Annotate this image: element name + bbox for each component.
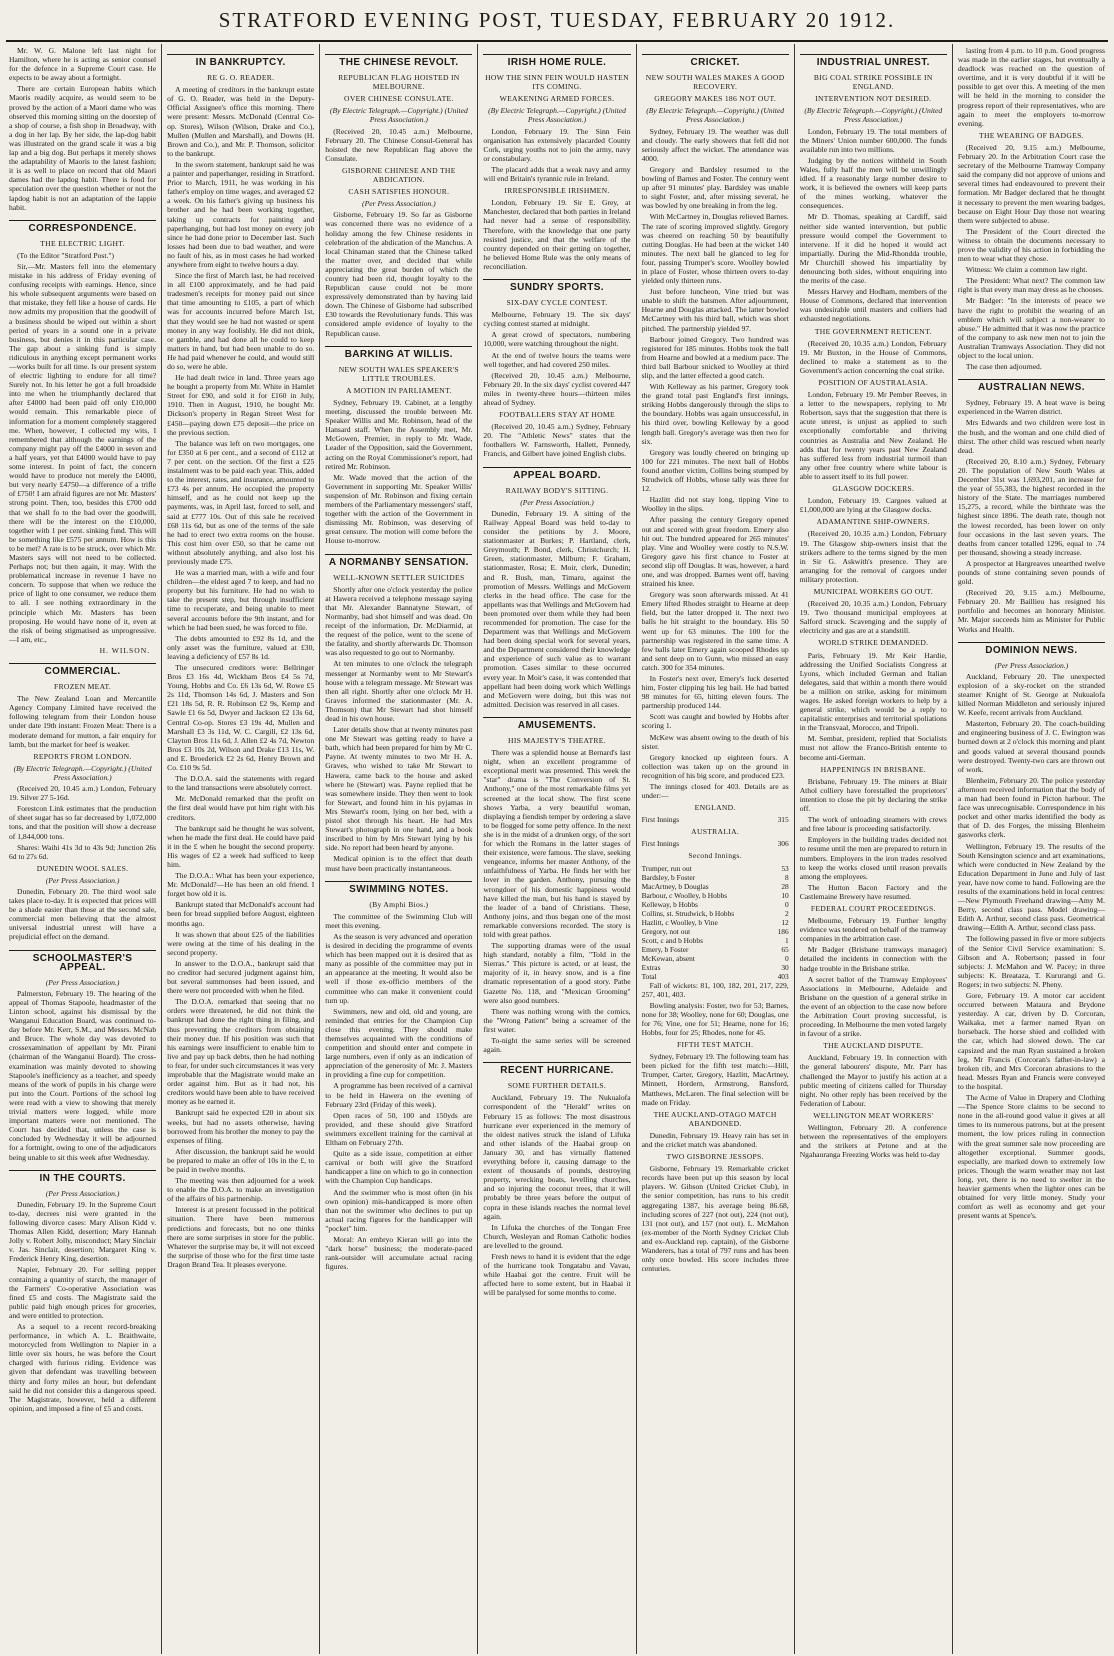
article-paragraph: Mr. McDonald remarked that the profit on the first deal would have put him right with his creditors. bbox=[167, 794, 315, 822]
scorecard-batsman: Bardsley, b Foster bbox=[641, 872, 696, 882]
article-paragraph: After discussion, the bankrupt said he would be prepared to make an offer of 10s in the £, to be paid in twelve months. bbox=[167, 1146, 315, 1174]
article-heading: INDUSTRIAL UNREST. bbox=[800, 54, 947, 70]
scorecard-runs: 28 bbox=[781, 881, 789, 891]
article-paragraph: Barbour joined Gregory. Two hundred was registered for 185 minutes. Hobbs took the ball from Hearne and bowled at a medium pace. The third ball Barbour snicked to Woolley at third slip, and the latter effected a good catch. bbox=[641, 334, 789, 380]
article-paragraph: At ten minutes to one o'clock the telegraph messenger at Normanby went to Mr Stewart's house with a telegram message. Mr Stewart was then all right. Shortly after one o'clock Mr H. Graves informed the stationmaster (Mr. A. Thomson) that Mr Stewart had shot himself dead in his own house. bbox=[325, 659, 473, 723]
article-paragraph: At the end of twelve hours the teams were well together, and had covered 250 miles. bbox=[483, 350, 631, 369]
scorecard-row bbox=[642, 927, 789, 936]
article-paragraph: Sydney, February 19. Cabinet, at a lengthy meeting, discussed the trouble between Mr. Speaker Willis and Mr. Robinson, head of the Hansard staff. When the Assembly met, Mr. McGowen, Premier, in reply to Mr. Wade, Leader of the Opposition, said the Government, acting on the Royal Commissioner's report, had retired Mr. Robinson. bbox=[325, 398, 473, 471]
article-subheading: NEW SOUTH WALES MAKES A GOOD RECOVERY. bbox=[645, 73, 785, 92]
article-subheading: RE G. O. READER. bbox=[207, 73, 275, 83]
article-paragraph: Gisborne, February 19. Remarkable cricket records have been put up this season by local players. W. Gibson (United Cricket Club), in the senior competition, has runs to his credit aggregating 1387, his average being 86.68, including scores of 227 (not out), 224 (not out), 131 (not out), and 157 (not out). L. McMahon (ex-member of the North Sydney Cricket Club and ex-Auckland rep. captain), of the Gisborne Wanderers, has a total of 797 runs and has been only once bowled. His score includes three centuries. bbox=[641, 1164, 789, 1274]
article-paragraph: The bankrupt said he thought he was solvent, when he made the first deal. He could have paid it in the £ when he bought the second property. His wages of £2 a week had sufficed to keep him. bbox=[167, 823, 315, 869]
article-subheading: WELLINGTON MEAT WORKERS' bbox=[813, 1110, 934, 1120]
news-source-line: (Per Press Association.) bbox=[520, 497, 594, 507]
article-paragraph: As a sequel to a recent record-breaking performance, in which A. L. Braithwaite, motorcycled from Wellington to Napier in a little over six hours, he was before the Court charged with furious riding. Evidence was given that defendant was travelling between thirty and forty miles an hour, but defendant said he did not consider this a dangerous speed. The Magistrate, however, held a different opinion, and imposed a fine of £5 and costs. bbox=[9, 1322, 157, 1413]
article-paragraph: Since the first of March last, he had received in all £100 approximately, and he had paid tradesmen's receipts for money paid out since that time amounting to £105, a part of which was for accounts incurred before March 1st, that they would see he had not wasted or spent money in any way foolishly. He did not drink, or gamble, and had done all he could to keep matters in hand, but had been unable to do so. He had paid whenever he could, and would still do so, were he able. bbox=[167, 271, 315, 371]
article-paragraph: (Received 20, 10.35 a.m.) London, February 19. The Glasgow ship-owners insist that the strikers adhere to the terms signed by the men in Sir G. Askwith's presence. They are arranging for the removal of cargoes under military protection. bbox=[799, 529, 947, 584]
article-heading: THE CHINESE REVOLT. bbox=[325, 54, 472, 70]
article-subheading: WELL-KNOWN SETTLER SUICIDES bbox=[333, 572, 465, 582]
article-subheading: DUNEDIN WOOL SALES. bbox=[36, 863, 129, 873]
article-paragraph: In the sworn statement, bankrupt said he was a painter and paperhanger, residing in Stratford. Prior to March, 1911, he was working in his father's employ on time wages, and averaged £2 a week. On his father's giving up business his brother and he had been working together, taking up contracts for painting and paperhanging, but had lost money on every job since he had done prior to December last. Such losses had been due to bad weather, and were no fault of his, as in most cases he had worked anywhere from eight to twelve hours a day. bbox=[167, 159, 315, 269]
article-paragraph: The committee of the Swimming Club will meet this evening. bbox=[325, 911, 473, 930]
scorecard-row bbox=[642, 873, 789, 882]
article-subheading: MUNICIPAL WORKERS GO OUT. bbox=[813, 586, 933, 596]
news-source-line: (Per Press Association.) bbox=[45, 1188, 120, 1198]
scorecard-row bbox=[642, 972, 789, 981]
article-paragraph: Gregory was loudly cheered on bringing up 100 for 221 minutes. The next ball of Hobbs found another victim, Collins being stumped by Strudwick off Hobbs, whose tally was three for 12. bbox=[641, 447, 789, 494]
article-heading: CRICKET. bbox=[642, 54, 789, 70]
scorecard-runs: 65 bbox=[781, 944, 789, 954]
news-source-line: (By Electric Telegraph.—Copyright.) (United Press Association.) bbox=[646, 106, 785, 125]
article-heading: CORRESPONDENCE. bbox=[9, 220, 156, 236]
article-heading: RECENT HURRICANE. bbox=[483, 1062, 630, 1078]
scorecard-runs: 8 bbox=[785, 872, 789, 882]
article-paragraph: Sir,—Mr. Masters fell into the elementary mistake in his address of Friday evening of confusing receipts with earnings. Hence, since his whole subsequent arguments were based on that mistake, they fell like a house of cards. He now admits my proposition that the goodwill of a business should be wiped out within a short period of years in a sound one in a private business, but denies it in this particular case. The gap about a sinking fund is simply ridiculous in anything except permanent works—works built for all time. Is our present system of electric lighting to endure for all time? Surely not. In his letter he got a full broadside into me when he triumphantly declared that after £4000 had been paid off only £10,000 would remain. This remarkable piece of information for a moment completely staggered me. When, however, I collected my wits, I remembered that although the earnings of the company might pay off the £4000 in seven and a half years, yet that £4000 would have to pay some interest. In point of fact, the concern would have to produce not merely the £4000, but very nearly £4750—a difference of a trifle of £750! I am afraid figures are not Mr. Masters' strong point. Then, too, besides this £700 odd that we shall fo to the bad over the goodwill, there will be the interest on the £10,000, together with 1 per cent. sinking fund. This will be something like £575 per annum. How is this to be met? A rate is to be struck, over which Mr. Masters says will not need to be collected. Perhaps not; but then again, it may. With the problematical increase in revenue I have no concern. To suppose that when we reduce the price of light to one consumer, we reduce them to all. I see nothing extraordinary in the principle which Mr. Masters has been proposing. He would have none of it, even at the risk of being stigmatised as unprogressive.—I am, etc., bbox=[9, 261, 157, 644]
article-paragraph: Shares: Waihi 41s 3d to 43s 9d; Junction 26s 6d to 27s 6d. bbox=[9, 842, 157, 861]
scorecard-runs: 10 bbox=[781, 890, 789, 900]
article-paragraph: (Received 20, 10.45 a.m.) Melbourne, February 20. In the six days' cyclist covered 447 miles in twenty-three hours—thirteen miles ahead of Sydney. bbox=[483, 370, 631, 407]
article-paragraph: Shortly after one o'clock yesterday the police at Hawera received a telephone message saying that Mr. Alexander Bannatyne Stewart, of Normanby, had shot himself and was dead. On receipt of the information, Dr. McDiarmid, at the request of the police, went to the scene of the fatality, and shortly afterwards Dr. Thomson was also requested to go out to Normanby. bbox=[325, 584, 473, 658]
scorecard-row bbox=[642, 900, 789, 909]
article-paragraph: It was shown that about £25 of the liabilities were owing at the time of his dealing in the second property. bbox=[167, 929, 315, 957]
article-paragraph: Hazlitt did not stay long, tipping Vine to Woolley in the slips. bbox=[641, 495, 789, 514]
article-paragraph: Sydney, February 19. The following team has been picked for the fifth test match:—Hill, Trumper, Carter, Gregory, Hazlitt, MacArtney, Minnett, Hordern, Armstrong, Ransford, Matthews, McLaren. The final selection will be made on Friday. bbox=[641, 1052, 789, 1107]
article-paragraph: Napier, February 20. For selling pepper containing a quantity of starch, the manager of the Farmers' Co-operative Association was fined £5 and costs. The Magistrate said the public paid high enough prices for groceries, and were entitled to protection. bbox=[9, 1265, 157, 1320]
article-paragraph: Auckland, February 20. The unexpected explosion of a sky-rocket on the stranded steamer Knight of St. George at Nukualofa killed Norman Middleton and seriously injured W. Keefe, recent arrivals from Auckland. bbox=[957, 671, 1105, 718]
article-paragraph: Scott was caught and bowled by Hobbs after scoring 1. bbox=[641, 712, 789, 731]
scorecard-runs: 403 bbox=[777, 971, 789, 981]
article-subheading: THE AUCKLAND-OTAGO MATCH ABANDONED. bbox=[653, 1109, 777, 1128]
scorecard-runs: 315 bbox=[777, 815, 789, 825]
scorecard-runs: 12 bbox=[781, 917, 789, 927]
article-paragraph: M. Sembat, president, replied that Socialists must not allow the Franco-British entente to become anti-German. bbox=[799, 734, 947, 762]
news-source-line: (Per Press Association.) bbox=[45, 977, 120, 987]
article-heading: AUSTRALIAN NEWS. bbox=[958, 379, 1105, 395]
article-subheading: INTERVENTION NOT DESIRED. bbox=[815, 94, 932, 104]
scorecard-batsman: Collins, st. Strudwick, b Hobbs bbox=[641, 908, 735, 918]
scorecard-batsman: MacArtney, b Douglas bbox=[641, 881, 709, 891]
column-2 bbox=[162, 44, 320, 1654]
article-paragraph: Interest is at present focussed in the political situation. There have been numerous predictions and forecasts, but no one thinks there are some surprises in store for the public. Whatever the surprise may be, it will not exceed the surprise of those who for the first time taste Dragon Brand Tea. It pleases everyone. bbox=[167, 1205, 315, 1269]
scorecard-runs: 186 bbox=[777, 926, 789, 936]
article-subheading: Second Innings. bbox=[688, 851, 742, 861]
article-paragraph: Fresh news to hand it is evident that the edge of the hurricane took Tongatabu and Vavau, while Haabai got the centre. Fruit will be affected here to some extent, but in Haabai it will be paralysed for some months to come. bbox=[483, 1251, 631, 1298]
news-source-line: (By Electric Telegraph.—Copyright.) (United Press Association.) bbox=[804, 106, 943, 125]
article-subheading: THE WEARING OF BADGES. bbox=[979, 130, 1084, 140]
article-paragraph: (Received 20, 9.15 a.m.) Melbourne, February 20. Mr Baillieu has resigned his portfolio and becomes an honorary Minister. Mr. Major succeeds him as Minister for Public Works and Health. bbox=[957, 588, 1105, 634]
article-subheading: REPUBLICAN FLAG HOISTED IN MELBOURNE. bbox=[338, 73, 460, 92]
article-heading: A NORMANBY SENSATION. bbox=[325, 554, 472, 570]
article-subheading: ENGLAND. bbox=[694, 803, 736, 813]
newspaper-columns bbox=[4, 44, 1110, 1654]
article-paragraph: (Received 20, 10.45 a.m.) Melbourne, February 20. The Chinese Consul-General has hoisted the new Republican flag above the Consulate. bbox=[325, 126, 473, 163]
article-paragraph: The Acme of Value in Drapery and Clothing—The Spence Store claims to be second to none in the all-round good value it gives at all times to its numerous patrons, but at the present moment, the low prices ruling in connection with the great summer sale now proceeding are altogether exceptional. Summer goods, especially, are marked down to extremely low prices. Though the warm weather may not last long, yet, there is no need to swelter in the heavier garments when the lighter ones can be obtained for very little money. Study your comfort as well as economy and get your present wants at Spence's. bbox=[957, 1093, 1105, 1221]
article-paragraph: Gregory was soon afterwards missed. At 41 Emery lifted Rhodes straight to Hearne at deep field, but the latter dropped it. The next two balls he hit straight to the boundary. His 50 went up for 63 minutes. The 100 for the partnership was registered in the same time. A few balls later Emery again scooped Rhodes up and sent deep on to Gunn, who missed an easy catch. 300 for 354 minutes. bbox=[641, 590, 789, 672]
article-paragraph: Mr Badger: "In the interests of peace we have the right to prohibit the wearing of an emblem which will subject a non-wearer to abuse." He admitted that it was now the practice of the company to ask new men not to join the Australian Tramways Association. They did not object to the local union. bbox=[957, 296, 1105, 360]
article-subheading: (By Amphi Bios.) bbox=[369, 899, 429, 909]
scorecard-batsman: Scott, c and b Hobbs bbox=[641, 935, 703, 945]
article-subheading: ADAMANTINE SHIP-OWNERS. bbox=[816, 517, 930, 527]
news-source-line: (By Electric Telegraph.—Copyright.) (United Press Association.) bbox=[329, 106, 468, 125]
scorecard-table bbox=[642, 864, 789, 981]
article-paragraph: Fall of wickets: 81, 100, 182, 201, 217, 229, 257, 401, 403. bbox=[641, 980, 789, 999]
scorecard-runs: 1 bbox=[785, 935, 789, 945]
article-paragraph: A great crowd of spectators, numbering 10,000, were watching throughout the night. bbox=[483, 330, 631, 349]
article-paragraph: A prospector at Hargreaves unearthed twelve pounds of stone containing seven pounds of gold. bbox=[957, 558, 1105, 587]
article-paragraph: Wellington, February 20. A conference between the representatives of the employers and the strikers at Petone and at the Ngahauranga Freezing Works was held to-day bbox=[799, 1123, 947, 1160]
article-paragraph: Judging by the notices withheld in South Wales, fully half the men will be unwillingly idled. If a reasonably large number desire to work, it is believed the owners will keep parts of the mines working, whatever the consequences. bbox=[799, 155, 947, 211]
article-heading: SWIMMING NOTES. bbox=[325, 881, 472, 897]
article-heading: IRISH HOME RULE. bbox=[483, 54, 630, 70]
article-subheading: WORLD STRIKE DEMANDED. bbox=[818, 638, 929, 648]
scorecard-runs: 306 bbox=[777, 839, 789, 849]
article-paragraph: Melbourne, February 19. Further lengthy evidence was tendered on behalf of the tramway companies in the arbitration case. bbox=[799, 916, 947, 944]
article-paragraph: Forestcon Link estimates that the production of sheet sugar has so far decreased by 1,072,000 tons, and that the position will show a decrease of 1,844,000 tons. bbox=[9, 804, 157, 841]
article-paragraph: Messrs Harvey and Hodham, members of the House of Commons, declared that intervention was undesirable until masters and colliers had exhausted negotiations. bbox=[799, 287, 947, 324]
article-paragraph: With Kelleway as his partner, Gregory took the grand total past England's first innings, striking Hobbs dangerously through the slips to the boundary. Hobbs was again unsuccessful, in his third over, bowling Kelleway by a good length ball. Gregory's average was then two for six. bbox=[641, 382, 789, 446]
article-paragraph: With McCartney in, Douglas relieved Barnes. The rate of scoring improved slightly. Gregory was cheered on reaching 50 by beautifully cutting Douglas. He had been at the wicket 140 minutes. The next ball he glanced to leg for four, passing Trumper's score. Woolley bowled in place of Foster, whose thirteen overs to-day yielded only thirteen runs. bbox=[641, 212, 789, 286]
article-paragraph: (Received 20, 10.35 a.m.) London, February 19. Mr Buxton, in the House of Commons, declined to make a statement as to the Government's action concerning the coal strike. bbox=[799, 338, 947, 375]
scorecard-row bbox=[642, 936, 789, 945]
scorecard-row bbox=[642, 954, 789, 963]
article-subheading: SOME FURTHER DETAILS. bbox=[507, 1081, 607, 1091]
article-paragraph: Witness: We claim a common law right. bbox=[965, 265, 1088, 275]
article-paragraph: Quite as a side issue, competition at either carnival or both will give the Stratford handicapper a line on which to go in connection with the Champion Cup handicaps. bbox=[325, 1149, 473, 1186]
article-paragraph: The D.O.A. said the statements with regard to the land transactions were absolutely correct. bbox=[167, 774, 315, 793]
article-paragraph: A meeting of creditors in the bankrupt estate of G. O. Reader, was held in the Deputy-Official Assignee's office this morning. There were present: Messrs. McDonald (Central Co-op. Stores), Wilson (Wilson, Drake and Co.), Mullen (Mullen and Marshall), and Downs (H. Brown and Co.), and Mr. P. Thomson, solicitor to the bankrupt. bbox=[167, 85, 315, 158]
article-heading: APPEAL BOARD. bbox=[483, 467, 630, 483]
column-7 bbox=[953, 44, 1110, 1654]
article-subheading: GISBORNE CHINESE AND THE ABDICATION. bbox=[342, 165, 456, 185]
article-paragraph: (Received 20, 10.45 a.m.) London, February 19. Silver 27 5-16d. bbox=[9, 784, 157, 803]
article-paragraph: Later details show that at twenty minutes past one Mr Stewart was getting ready to have a bath, which had been prepared for him by Mr C. Payne. At twenty minutes to two Mr H. A. Graves, who wished to take Mr Stewart to Hawera, came back to the house and asked where he (Stewart) was. Payne replied that he was somewhere inside. They then went to look for Stewart, and found him in his pyjamas in Mrs Stewart's room, lying on her bed, with a pistol shot through his heart. He had Mrs Stewart's photograph in one hand, and a book inscribed to him by Mrs Stewart lying by his side. No report had been heard by anyone. bbox=[325, 725, 473, 853]
article-paragraph: In answer to the D.O.A., bankrupt said that no creditor had secured judgment against him, but several summonses had been issued, and there were not proceeded with when he filed. bbox=[167, 958, 315, 996]
article-paragraph: Mrs Edwards and two children were lost in the bush, and the woman and one child died of thirst. The other child was rescued when nearly dead. bbox=[957, 418, 1105, 455]
article-paragraph: Medical opinion is to the effect that death must have been practically instantaneous. bbox=[325, 854, 473, 873]
article-paragraph: The following passed in five or more subjects of the Senior Civil Service examination: S. Gibson and A. Robertson; passed in four subjects: J. McMahon and W. Pacey; in three subjects: K. Breataza, T. Kururangi and G. Rogers; in two subjects: N. Pheny. bbox=[957, 934, 1105, 989]
article-subheading: REPORTS FROM LONDON. bbox=[33, 751, 132, 761]
column-3 bbox=[320, 44, 478, 1654]
article-paragraph: The debts amounted to £92 8s 1d, and the only asset was the furniture, valued at £30, leaving a deficiency of £57 8s 1d. bbox=[167, 633, 315, 661]
scorecard-runs: 2 bbox=[785, 908, 789, 918]
article-paragraph: Moral: An embryo Kieran will go into the "dark horse" business; the moderate-paced rank-outsider will accumulate actual racing figures. bbox=[325, 1234, 473, 1272]
article-paragraph: Gregory knocked up eighteen fours. A collection was taken up on the ground in recognition of his big score, and produced £23. bbox=[641, 752, 789, 780]
article-heading: SUNDRY SPORTS. bbox=[483, 279, 630, 295]
article-paragraph: The case then adjourned. bbox=[965, 362, 1042, 372]
article-paragraph: And the swimmer who is most often (in his own opinion) mis-handicapped is more often than not the swimmer who declines to put up actual racing figures for the handicapper will "pocket" him. bbox=[325, 1187, 473, 1233]
article-paragraph: He was a married man, with a wife and four children—the eldest aged 7 to keep, and had no property but his furniture. He had no wish to take the present step, but through insufficient time to recuperate, and being unable to meet several accounts before the 9th instant, and for which he had been sued, he was forced to file. bbox=[167, 568, 315, 632]
article-subheading: NEW SOUTH WALES SPEAKER'S LITTLE TROUBLES. bbox=[338, 364, 459, 383]
article-subheading: GLASGOW DOCKERS. bbox=[832, 484, 915, 494]
scorecard-batsman: Total bbox=[641, 971, 657, 981]
scorecard-row bbox=[642, 815, 789, 824]
news-source-line: (By Electric Telegraph.—Copyright.) (United Press Association.) bbox=[488, 106, 626, 125]
article-paragraph: Mr Badger (Brisbane tramways manager) detailed the incidents in connection with the badge trouble in the Brisbane strike. bbox=[799, 945, 947, 973]
article-paragraph: He had dealt twice in land. Three years ago he bought a property from Mr. White in Hamlet Street for £90, and sold it for £160 in July, 1910. Then in August, 1910, he bought Mr. Dickson's property in Regan Street West for £450—paying down £75 deposit—the price on the previous section. bbox=[167, 373, 315, 437]
article-paragraph: In Foster's next over, Emery's luck deserted him, Foster clipping his leg bail. He had batted 98 minutes for 65, hitting eleven fours. The partnership produced 144. bbox=[641, 674, 789, 711]
letter-signature: H. WILSON. bbox=[99, 645, 151, 655]
article-subheading: IRRESPONSIBLE IRISHMEN. bbox=[504, 186, 610, 196]
article-subheading: SIX-DAY CYCLE CONTEST. bbox=[506, 298, 608, 308]
scorecard-batsman: Hazlitt, c Woolley, b Vine bbox=[641, 917, 718, 927]
article-paragraph: Gore, February 19. A motor car accident occurred between Mataura and Brydone yesterday. A car, driven by D. Corcoran, Waikaka, met a farmer named Ryan on horseback. The horse shied and collided with the car, which had slowed down. The car capsized and the man Ryan sustained a broken leg, Mr Francis (Corcoran's father-in-law) a broken rib, and Mrs Corcoran abrasions to the head. Messrs Ryan and Francis were conveyed to the hospital. bbox=[957, 991, 1105, 1091]
article-paragraph: McKew was absent owing to the death of his sister. bbox=[641, 732, 789, 751]
article-paragraph: Just before luncheon, Vine tried but was unable to shift the batsmen. After adjournment, Hearne and Douglas attacked. The latter bowled McCartney with his third ball, which was short pitched. The partnership yielded 97. bbox=[641, 287, 789, 333]
article-paragraph: Open races of 50, 100 and 150yds are provided, and these should give Stratford swimmers excellent training for the carnival at Eltham on February 27th. bbox=[325, 1110, 473, 1148]
article-paragraph: The President of the Court directed the witness to obtain the documents necessary to prove the validity of his action in forbidding the men to wear what they chose. bbox=[957, 226, 1105, 264]
article-subheading: GREGORY MAKES 186 NOT OUT. bbox=[654, 94, 777, 104]
article-paragraph: Swimmers, new and old, old and young, are reminded that entries for the Champion Cup close this evening. They should make themselves acquainted with the conditions of competition and should enter and compete in large numbers, even if only as an indication of appreciation of the generosity of Mr. J. Masters in providing a fine cup for competition. bbox=[325, 1006, 473, 1080]
article-paragraph: The supporting dramas were of the usual high standard, notably a film, "Told in the Sierras." This picture is acted, or at least, the majority of it, in heavy snow, and is a fine dramatic representation of a good story. Pathe Gazette No. 118, and "Mexican Grooming" were also good numbers. bbox=[483, 941, 631, 1005]
article-paragraph: The unsecured creditors were: Bellringer Bros £3 16s 4d, Wickham Bros £4 5s 7d, Young, Hobbs and Co. £6 13s 6d, W. Rowe £5 2s 11d, Thomson 14s 6d, J. Masters and Son £21 18s 5d, R. R. Robinson £2 9s, Kemp and Sawle £1 6s 5d, Dwyer and Jackson £2 13s 6d, Central Co-op. Stores £3 19s 4d, Mullen and Marshall £3 3s 11d, W. C. Cargill, £2 13s 6d, Clayton Bros 11s 6d, J. Allen £2 4s 7d, Newton Bros £3 10s 2d, Wilson and Drake £13 11s, W. and E. Broederick £2 2s 6d, Henry Brown and Co. £10 9s 5d. bbox=[167, 663, 315, 773]
scorecard-row bbox=[642, 918, 789, 927]
article-paragraph: The balance was left on two mortgages, one for £350 at 6 per cent., and a second of £112 at 7 per cent. on the section. Of the first a £25 instalment was to be paid each year. This, added to the interest, rates, and insurance, amounted to £73 4s per annum. He occupied the property himself, and as he could not keep up the payments, was, in April last, forced to sell, and said at £777 10s. Out of this sale he received £68 11s 6d, but as one of the terms of the sale he had to erect two extra rooms on the house. This cost him over £50, so that he came out without absolutely anything, and also lost his previously made £75. bbox=[167, 438, 315, 566]
column-1 bbox=[4, 44, 162, 1654]
article-paragraph: Employers in the building trades decided not to resume until the men are prepared to return in numbers. Employers in the iron trades resolved to keep the works closed until reason prevails among the employees. bbox=[799, 835, 947, 881]
scorecard-runs: 0 bbox=[785, 899, 789, 909]
article-subheading: THE AUCKLAND DISPUTE. bbox=[823, 1041, 924, 1051]
article-subheading: THE ELECTRIC LIGHT. bbox=[40, 238, 125, 248]
article-paragraph: Blenheim, February 20. The police yesterday afternoon received information that the body of a man had been found in Picton harbour. The face was unrecognisable. Correspondence in his pocket and other marks identified the body as that of D. des Forges, the missing Blenheim gasworks clerk. bbox=[957, 775, 1105, 840]
article-heading: AMUSEMENTS. bbox=[483, 717, 630, 733]
article-subheading: HOW THE SINN FEIN WOULD HASTEN ITS COMING. bbox=[485, 73, 629, 92]
article-subheading: HAPPENINGS IN BRISBANE. bbox=[820, 764, 926, 774]
news-source-line: (Per Press Association.) bbox=[45, 875, 120, 885]
article-paragraph: After passing the century Gregory opened out and scored with great freedom. Emery also hit out. The hundred appeared for 265 minutes' play. Vine and Woolley were costly to N.S.W. Gregory gave his first chance to Foster at second slip off Douglas. It was, however, a hard one, and was dropped. Barnes went off, having strained his knee. bbox=[641, 515, 789, 589]
scorecard-runs: 30 bbox=[781, 962, 789, 972]
scorecard-row bbox=[642, 839, 789, 848]
article-paragraph: Dunedin, February 19. In the Supreme Court to-day, decrees nisi were granted in the following divorce cases: Mary Alison Kidd v. Thomas Allen Kidd, desertion; Mary Hannah Jolly v. Robert Jolly, misconduct; Mary Sinclair v. Jas. Sinclair, desertion; Margaret King v. Frederick Henry King, desertion. bbox=[9, 1199, 157, 1264]
article-subheading: RAILWAY BODY'S SITTING. bbox=[505, 485, 609, 495]
article-paragraph: Bankrupt stated that McDonald's account had been for bread supplied before August, eighteen months ago. bbox=[167, 900, 315, 928]
article-paragraph: Melbourne, February 19. The six days' cycling contest started at midnight. bbox=[483, 310, 631, 329]
article-paragraph: Masterton, February 20. The coach-building and engineering business of J. C. Ewington was burned down at 2 o'clock this morning and plant and goods valued at several thousand pounds were destroyed. Twenty-two cars are thrown out of work. bbox=[957, 719, 1105, 774]
article-subheading: BIG COAL STRIKE POSSIBLE IN ENGLAND. bbox=[813, 73, 933, 92]
article-subheading: CASH SATISFIES HONOUR. bbox=[348, 187, 450, 197]
article-paragraph: Sydney, February 19. The weather was dull and cloudy. The early showers that fell did not seriously affect the wicket. The attendance was 4000. bbox=[641, 126, 789, 163]
scorecard-batsman: Emery, b Foster bbox=[641, 944, 689, 954]
article-paragraph: London, February 19. Sir E. Grey, at Manchester, declared that both parties in Ireland had never had a sense of responsibility. Therefore, with the knowledge that one party resisted justice, and that the welfare of the country depended on their getting on together, he believed Home Rule was the only means of reconciliation. bbox=[483, 198, 631, 271]
article-paragraph: Gregory and Bardsley resumed to the bowling of Barnes and Foster. The century went up after 91 minutes' play. Bardsley was unable to sight Foster, and, after missing several, he was bowled by one breaking in from the leg. bbox=[641, 164, 789, 211]
article-heading: IN BANKRUPTCY. bbox=[167, 54, 314, 70]
article-subheading: TWO GISBORNE JESSOPS. bbox=[666, 1152, 764, 1162]
article-subheading: FIFTH TEST MATCH. bbox=[676, 1040, 754, 1050]
article-paragraph: Dunedin, February 19. Heavy rain has set in and the cricket match was abandoned. bbox=[641, 1130, 789, 1149]
article-subheading: FOOTBALLERS STAY AT HOME bbox=[499, 410, 615, 420]
article-heading: BARKING AT WILLIS. bbox=[325, 346, 472, 362]
article-paragraph: The Hutton Bacon Factory and the Castlemaine Brewery have resumed. bbox=[799, 882, 947, 901]
article-paragraph: Dunedin, February 20. The third wool sale takes place to-day. It is expected that prices will be a shade easier than those at the second sale, commercial men believing that the almost universal industrial unrest will have a prejudicial effect on the demand. bbox=[9, 886, 157, 942]
article-paragraph: The D.O.A.: What has been your experience, Mr. McDonald?—He has been an old friend. I forget how old it is. bbox=[167, 871, 315, 899]
article-paragraph: A programme has been received of a carnival to be held in Hawera on the evening of February 23rd (Friday of this week). bbox=[325, 1081, 473, 1109]
article-paragraph: The New Zealand Loan and Mercantile Agency Company Limited have received the following telegram from their London house under date 19th instant: Frozen Meat: There is a moderate demand for mutton, a fair enquiry for lamb, but the market for beef is weaker. bbox=[9, 694, 157, 749]
scorecard-batsman: First Innings bbox=[641, 839, 680, 849]
article-subheading: OVER CHINESE CONSULATE. bbox=[344, 94, 454, 104]
scorecard-batsman: Trumper, run out bbox=[641, 863, 692, 873]
article-paragraph: Bankrupt said he expected £20 in about six weeks, but had no assets otherwise, having borrowed from his brother the money to pay the expenses of filing. bbox=[167, 1108, 315, 1145]
article-paragraph: London, February 19. The total members of the Miners' Union number 600,000. The funds available run into two millions. bbox=[799, 126, 947, 154]
article-heading: SCHOOLMASTER'S APPEAL. bbox=[9, 950, 156, 975]
article-paragraph: (Received 20, 10.35 a.m.) London, February 19. Two thousand municipal employees at Salford struck. Scavenging and the supply of electricity and gas are at a standstill. bbox=[799, 599, 947, 636]
scorecard-row bbox=[642, 963, 789, 972]
scorecard-batsman: McKewan, absent bbox=[641, 953, 695, 963]
article-subheading: FROZEN MEAT. bbox=[54, 682, 112, 692]
scorecard-runs: 0 bbox=[785, 953, 789, 963]
article-paragraph: London, February 19. Mr Pember Reeves, in a letter to the newspapers, replying to Mr Robertson, says that the suggestion that there is acute unrest, is unjust as applied to such exceptionally comfortable and thriving countries as Australia and New Zealand. He adds that for twenty years past New Zealand has suffered less from industrial turmoil than any other free country where white labour is able to assert itself to its full power. bbox=[799, 390, 947, 481]
column-6 bbox=[795, 44, 953, 1654]
scorecard-row bbox=[642, 882, 789, 891]
article-paragraph: The D.O.A. remarked that seeing that no orders were threatened, he did not think the bankrupt had done the right thing in filing, and thus preventing the creditors from obtaining their money due. If his position was such that his earnings were insufficient to enable him to live and pay up back debts, then he had nothing to fear, for under such circumstances it was very improbable that the Magistrate would make an order against him. But as it had not, his creditors would have been able to have received money as he earned it. bbox=[167, 997, 315, 1107]
article-paragraph: Auckland, February 19. In connection with the general labourers' dispute, Mr. Parr has challenged the Mayor to justify his action at a public meeting of citizens called for Thursday night. No other reply has been received by the Federation of Labour. bbox=[799, 1053, 947, 1108]
scorecard-batsman: Gregory, not out bbox=[641, 926, 691, 936]
news-source-line: (Per Press Association.) bbox=[994, 660, 1069, 670]
article-paragraph: To-night the same series will be screened again. bbox=[483, 1036, 631, 1055]
scorecard-row bbox=[642, 945, 789, 954]
article-paragraph: lasting from 4 p.m. to 10 p.m. Good progress was made in the earlier stages, but eventually a deadlock was reached on the question of overtime, and it is very doubtful if it will be possible to get over this. A meeting of the men will be held in the morning to consider the progress report of their representatives, who are again to meet the employers to-morrow evening. bbox=[957, 46, 1105, 128]
article-paragraph: Wellington, February 19. The results of the South Kensington science and art examinations, which were conducted in New Zealand by the Education Department in June and July of last year, have now come to hand. Following are the results of the examinations held in local centres:—New Plymouth Freehand drawing—Amy M. Berry, second class pass. Model drawing—Edith A. Arthur, second class pass. Geometrical drawing—Edith A. Arthur, second class pass. bbox=[957, 841, 1105, 933]
news-source-line: (Per Press Association.) bbox=[362, 199, 436, 209]
article-paragraph: Palmerston, February 19. The hearing of the appeal of Thomas Stapoole, headmaster of the Linton school, against his dismissal by the Wanganui Education Board, was continued to-day before Mr. Kerr, S.M., and Messrs. McNab and Bruce. The whole day was devoted to crossexamination of appellant by Mr. Pirani (chairman of the Wanganui Board). The cross-examination was mainly devoted to showing Stapoole's inefficiency as a teacher, and speedy means of the work of pupils in his charge were put into the Court. Portions of the school log were read with a view to showing that merely trivial matters were logged, while more important matters were not mentioned. The Court has decided that, unless the case is concluded by Wednesday it will be adjourned for a fortnight, owing to one of the adjudicators being unable to sit this week after Wednesday. bbox=[9, 988, 157, 1162]
scorecard-batsman: Kelleway, b Hobbs bbox=[641, 899, 698, 909]
article-heading: COMMERCIAL. bbox=[9, 663, 156, 679]
article-heading: DOMINION NEWS. bbox=[958, 642, 1105, 658]
article-paragraph: Bowling analysis: Foster, two for 53; Barnes, none for 38; Woolley, none for 60; Douglas, one for 76; Vine, one for 51; Hearne, none for 16; Hobbs, four for 25; Rhodes, none for 45. bbox=[641, 1000, 789, 1037]
scorecard-table bbox=[642, 815, 789, 824]
article-paragraph: Gisborne, February 19. So far as Gisborne was concerned there was no evidence of a holiday among the few Chinese residents in celebration of the abdication of the Manchus. A local Chinaman stated that the Chinese talked the matter over, and decided that while appreciating the great burden of which the country had been rid, thought loyalty to the Republican cause could not be more expressively demonstrated than by having laid down. The Chinese of Gisborne had subscribed £30 towards the Revolutionary funds. This was considered ample evidence of loyalty to the Republican cause. bbox=[325, 210, 473, 338]
article-heading: IN THE COURTS. bbox=[9, 1170, 156, 1186]
article-paragraph: Dunedin, February 19. A sitting of the Railway Appeal Board was held to-day to consider the petitions by J. Moore, stationmaster at Burkes; P. Hartland, clerk, Greymouth; P. Bond, clerk, Christchurch; H. Green, stationmaster, Milburn; F. Graham, stationmaster, Rosa; E. Moir, clerk, Dunedin; and R. Bush, man, Timaru, against the promotion of Messrs. Wellings and McGovern clerks in the head office. The case for the appellants was that Wellings and McGovern had been promoted over them while they had been recommended for promotion. The case for the Department was that Wellings and McGovern had been doing special work for several years, and the Department considered their knowledge and experience of such value as to warrant promotion. Cases similar to these occurred every year. In Moir's case, it was contended that appellant had been doing work which Wellings and McGovern were doing, but this was not admitted. Decision was reserved in all cases. bbox=[483, 508, 631, 709]
article-paragraph: Auckland, February 19. The Nukualofa correspondent of the "Herald" writes on February 15 as follows: The most disastrous hurricane ever experienced in the memory of the oldest natives struck the island of Lifuka and other islands of the Haabai group on January 30, and has virtually flattened everything before it, causing damage to the extent of thousands of pounds, destroying property, wrecking boats, levelling churches, and so injuring the coconut trees, that it will probably be three years before the output of copra in these islands reaches the normal level again. bbox=[483, 1093, 631, 1221]
masthead: STRATFORD EVENING POST, TUESDAY, FEBRUARY 20 1912. bbox=[6, 0, 1108, 42]
article-paragraph: There are certain European habits which Maoris readily acquire, as would seem to be proved by the action of a Maori dame who was observed this morning sitting on the doorstep of a shop of course, a fish shop in Broadway, with a dog in her lap. By her side, the lap-dog habit was illustrated on the grand scale it was a big lap and a big dog. But perhaps it merely shows the adaptability of Maoris to the latest fashion; it is as well to place on record that old Maori dames had the lapdog habit. There is food for speculation over the question whether or not the lapdog habit is not an adaptation of the lappie habit. bbox=[9, 84, 157, 212]
article-paragraph: (To the Editor "Stratford Post.") bbox=[17, 250, 114, 260]
article-subheading: HIS MAJESTY'S THEATRE. bbox=[508, 736, 606, 745]
scorecard-row bbox=[642, 891, 789, 900]
column-5 bbox=[637, 44, 795, 1654]
scorecard-batsman: Barbour, c Woolley, b Hobbs bbox=[641, 890, 728, 900]
article-paragraph: There was nothing wrong with the comics, the "Wrong Patient" being a screamer of the first water. bbox=[483, 1006, 631, 1034]
article-subheading: AUSTRALIA. bbox=[691, 827, 740, 837]
article-paragraph: In Lifuka the churches of the Tongan Free Church, Wesleyan and Roman Catholic bodies are levelled to the ground. bbox=[483, 1222, 631, 1250]
scorecard-batsman: First Innings bbox=[641, 815, 680, 825]
article-subheading: WEAKENING ARMED FORCES. bbox=[499, 94, 615, 104]
article-paragraph: A secret ballot of the Tramway Employees' Associations in Melbourne, Adelaide and Brisbane on the question of a general strike in the event of an objection to the case now before the Arbitration Court proving successful, is proceeding. In Melbourne the men voted largely in favour of a strike. bbox=[799, 974, 947, 1039]
article-paragraph: The meeting was then adjourned for a week to enable the D.O.A. to make an investigation of the affairs of his partnership. bbox=[167, 1176, 315, 1204]
news-source-line: (By Electric Telegraph.—Copyright.) (United Press Association.) bbox=[13, 763, 152, 782]
article-paragraph: There was a splendid house at Bernard's last night, when an excellent programme of exceptional merit was presented. This week the "star" drama is "The Conversion of St. Anthony," one of the most remarkable films yet screened at the local show. The first scene shows Yarba, a very beautiful woman, displaying a fiendish temper by ordering a slave to be flogged for some petty offence. In the next she is in the midst of a drunken orgy, of the sort for which the Romans in the latter stages of their existence, were famous. The slave, seeking vengeance, informs her master Anthony, of the unfaithfulness of Yarba. He finds her with her lover in the garden. Anthony, pursuing the wrongdoer of his domestic happiness would have killed the man, but his hand is stayed by the leader of a band of Christians. These, Anthony joins, and thus began one of the most remarkable conversions recorded. The story is told with great pathos. bbox=[483, 748, 631, 939]
article-paragraph: London, February 19. Cargoes valued at £1,000,000 are lying at the Glasgow docks. bbox=[799, 496, 947, 515]
article-paragraph: (Received 20, 9.15 a.m.) Melbourne, February 20. In the Arbitration Court case the secretary of the Melbourne Tramway Company said the company did not approve of unions and several times had endeavoured to prevent their formation. Mr Badger declared that he thought it necessary to prevent the men wearing badges, because on Eight Hour Day those not wearing them were subjected to abuse. bbox=[957, 142, 1105, 225]
scorecard-row bbox=[642, 864, 789, 873]
article-paragraph: Sydney, February 19. A heat wave is being experienced in the Warren district. bbox=[957, 398, 1105, 417]
article-paragraph: The innings closed for 403. Details are as under:— bbox=[641, 782, 789, 801]
article-subheading: THE GOVERNMENT RETICENT. bbox=[814, 326, 932, 336]
article-subheading: A MOTION IN PARLIAMENT. bbox=[346, 385, 452, 395]
article-paragraph: The President: What next? The common law right is that every man may dress as he chooses. bbox=[957, 276, 1105, 295]
scorecard-batsman: Extras bbox=[641, 962, 661, 972]
article-paragraph: Mr D. Thomas, speaking at Cardiff, said neither side wanted intervention, but public pressure would compel the Government to intervene. If it did he hoped it would act impartially. During the Mid-Rhondda trouble, Mr Churchill showed his impartiality by denouncing both sides, without enquiring into the merits of the case. bbox=[799, 212, 947, 286]
article-paragraph: (Received 20, 10.45 a.m.) Sydney, February 20. The "Athletic News" states that the footballers W. Farnsworth, Hallett, Pennedy, Francis, and Gilbert have joined English clubs. bbox=[483, 422, 631, 459]
column-4 bbox=[478, 44, 636, 1654]
scorecard-runs: 53 bbox=[781, 863, 789, 873]
article-paragraph: (Received 20, 8.10 a.m.) Sydney, February 20. The population of New South Wales at December 31st was 1,693,201, an increase for the year of 55,383, the highest recorded in the history of the State. The marriages numbered 15,275, a record, while the birthrate was the highest since 1896. The death rate, though not the lowest recorded, has been lower on only four occasions in the last seven years. The deaths from cancer totalled 1296, equal to .74 per thousand, showing a steady increase. bbox=[957, 456, 1105, 557]
article-subheading: POSITION OF AUSTRALASIA. bbox=[818, 378, 929, 387]
article-paragraph: London, February 19. The Sinn Fein organisation has extensively placarded County Cork, urging youths not to join the army, navy or constabulary. bbox=[483, 126, 631, 163]
scorecard-row bbox=[642, 909, 789, 918]
article-subheading: FEDERAL COURT PROCEEDINGS. bbox=[810, 903, 936, 913]
scorecard-table bbox=[642, 839, 789, 848]
article-paragraph: Mr. W. G. Malone left last night for Hamilton, where he is acting as senior counsel for the defence in a Supreme Court case. He expects to be away about a fortnight. bbox=[9, 46, 157, 83]
article-paragraph: Mr. Wade moved that the action of the Government in supporting Mr. Speaker Willis' suspension of Mr. Robinson and fixing certain members of the Parliamentary messengers' staff, together with the action of the Government in dismissing Mr. Robinson, was deserving of great censure. The motion will come before the House to-morrow. bbox=[325, 472, 473, 546]
article-paragraph: As the season is very advanced and operation is desired in deciding the programme of events which has been mapped out it is desired that as many as possible of the committee may put in an appearance at the meeting. It would also be well if those ex-officio members of the committee who can make it convenient could turn up. bbox=[325, 931, 473, 1005]
article-paragraph: The placard adds that a weak navy and army will end Britain's tyrannic rule in Ireland. bbox=[483, 164, 631, 184]
article-paragraph: Paris, February 19. Mr Keir Hardie, addressing the Unified Socialists Congress at Lyons, which included German and Italian delegates, said that within a month there would be a million on strike, asking for minimum wages. He asked foreign workers to help by a general strike, which would be a reply to capitalistic enterprises and territorial spoliations in the Transvaal, Morocco, and Tripoli. bbox=[799, 650, 947, 733]
article-paragraph: Brisbane, February 19. The miners at Blair Athol colliery have forestalled the proprietors' intention to close the pit by declaring the strike off. bbox=[799, 776, 947, 814]
article-paragraph: The work of unloading steamers with crews and free labour is proceeding satisfactorily. bbox=[799, 815, 947, 834]
